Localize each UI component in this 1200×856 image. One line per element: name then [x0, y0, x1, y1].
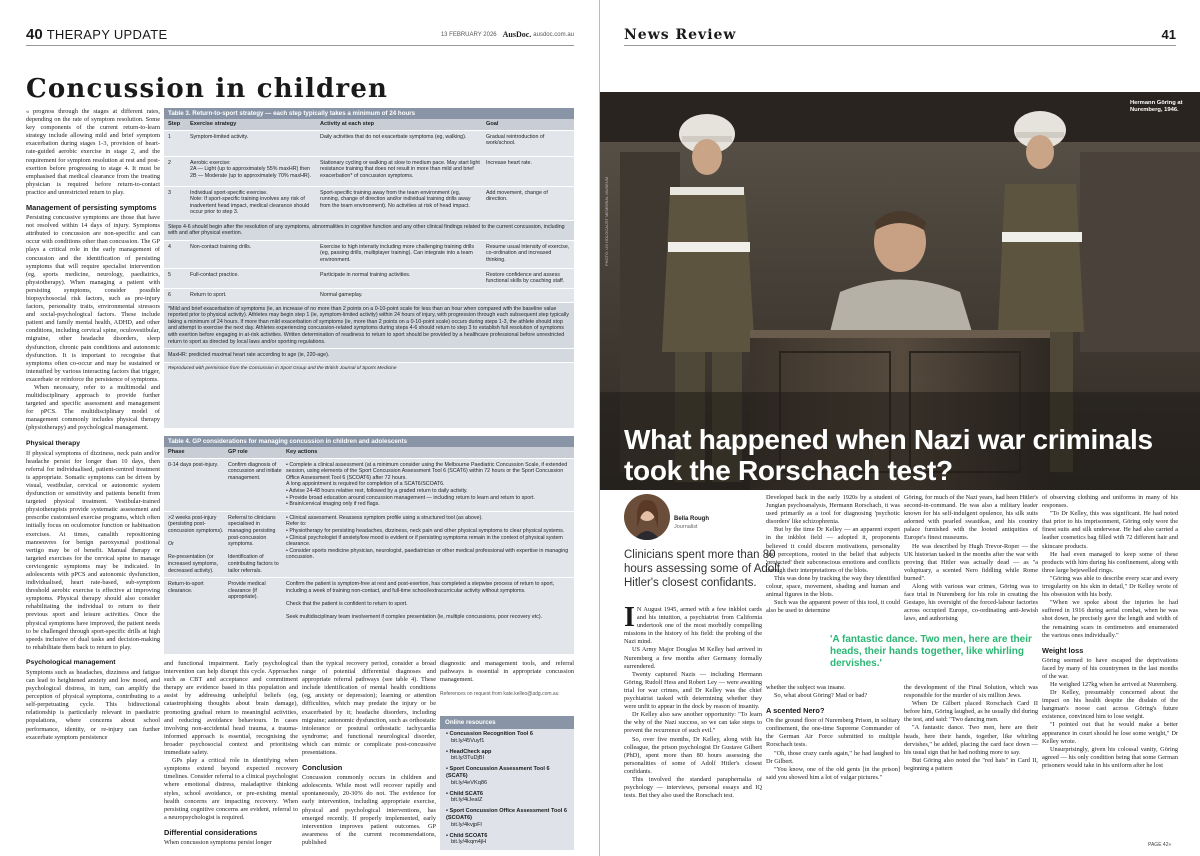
body-paragraph: Such was the apparent power of this tool, it could also be used to determine [766, 599, 900, 615]
table-header-cell: Phase [168, 449, 185, 455]
table-credit: Reproduced with permission from the Concussion in Sport Group and the British Journal of Sports Medicine [164, 362, 574, 376]
body-paragraph: He weighed 127kg when he arrived at Nuremberg. [1050, 680, 1178, 688]
body-paragraph: Göring, for much of the Nazi years, had been Hitler's second-in-command. He was also a military leader known for his self-indulgent opulence, his silk suits adorned with pearled swastikas, and his country palace furnished with the looted antiquities of Europe's finest museums. [904, 494, 1038, 542]
body-paragraph: But by the time Dr Kelley — an apparent expert in the inkblot field — adopted it, proponents believed it could discern motivations, personality and perceptions, rooted in the belief that subjects 'projected' their subconscious emotions and conflicts through their interpretations of the blots. [766, 526, 900, 574]
subheading: Management of persisting symptoms [26, 203, 157, 213]
body-paragraph: Dr Kelley also saw another opportunity: "To learn the why of the Nazi success, so we can take steps to prevent the recurrence of such evil." [624, 711, 762, 735]
left-column-3 [302, 660, 436, 850]
article-column-1 [624, 606, 762, 850]
resource-link[interactable]: bit.ly/45Vuyf1 [451, 737, 485, 744]
hero-photo [600, 92, 1200, 490]
table-row [164, 240, 574, 268]
resource-item[interactable] [440, 831, 574, 849]
right-section-label: News Review [624, 26, 737, 43]
body-paragraph: He had even managed to keep some of these products with him during his confinement, along with three large bejewelled rings. [1042, 550, 1178, 574]
page-turn-link[interactable]: PAGE 42» [1148, 842, 1172, 848]
resource-name: • Sport Concussion Assessment Tool 6 (SCAT6) [446, 766, 550, 779]
body-paragraph: When Dr Gilbert placed Rorschach Card II before him, Göring laughed, as he usually did during the test, and said: "Two dancing men. [904, 700, 1038, 724]
subheading: A scented Nero? [766, 706, 825, 716]
left-date: 13 FEBRUARY 2026 [440, 31, 497, 38]
table-cell: 1 [168, 133, 171, 140]
body-paragraph: Symptoms such as headaches, dizziness and fatigue can lead to heightened anxiety and low mood, and psychological distress, in turn, can amplify the perception of physical symptoms, contributing to a self-perpetuating cycle. This bidirectional relationship is particularly relevant in paediatric populations, where concerns about school performance, identity, or re-injury can further exacerbate symptom persistence [26, 668, 160, 741]
resources-title: Online resources [440, 716, 574, 729]
body-paragraph: Persisting concussive symptoms are those that have not resolved within 14 days of injury. Symptoms attributed to concussion are non-specific and can occur with conditions other than concussion. The GP plays a critical role in the early management of concussion and the identification of persisting symptoms that will require specialist intervention (eg, sports medicine, neurology, paediatrics, physiotherapy). When managing a patient with persisting symptoms, consider possible biopsychosocial risk factors, such as pre-injury factors, personality traits, environmental stressors and social-psychological factors. These include patient and family mental health, ADHD, and other conditions, including cervical spine, oculovestibular, migraine, other headache disorders, sleep dysfunction, chronic pain conditions and autonomic dysfunction. It is important to recognise that symptoms often co-occur and may be sustained or intensified by various interacting factors that trigger, exacerbate or reinforce the persistence of symptoms. [26, 214, 160, 383]
body-paragraph: Concussion commonly occurs in children and adolescents. While most will recover rapidly and spontaneously, 20-30% do not. The evidence for early intervention, including appropriate exercise, physical and psychological interventions, has emerged recently. If properly implemented, early intervention improves patient outcomes. GP awareness of the current recommendations, published [302, 774, 436, 846]
table-row [164, 288, 574, 302]
body-paragraph: This was done by tracking the way they identified colour, space, movement, shading and human and animal figures in the blots. [766, 574, 900, 599]
body-paragraph: "Göring was able to describe every scar and every irregularity on his skin in detail," Dr Kelley wrote of his obsession with his body. [1042, 574, 1178, 599]
table-row [164, 130, 574, 156]
table-header-cell: Goal [486, 121, 499, 127]
references-note: References on request from kate.kelleo@adg.com.au [440, 691, 559, 698]
table-header-cell: Exercise strategy [190, 121, 237, 127]
table-cell: Sport-specific training away from the team environment (eg, running, change of direction and/or individual training drills away from the team environment). No activities at risk of head impact. [320, 189, 471, 209]
resource-name: • Child SCAT6 [446, 790, 483, 797]
table-cell: Gradual reintroduction of work/school. [486, 133, 545, 147]
table-cell: Provide medical clearance (if appropriate). [228, 581, 266, 601]
resource-name: • HeadCheck app [446, 748, 492, 755]
left-running-header [26, 24, 574, 46]
article-column-4 [1042, 494, 1178, 850]
table-cell: Full-contact practice. [190, 271, 239, 278]
table-cell: Aerobic exercise: 2A — Light (up to approximately 55% maxHR) then 2B — Moderate (up to approximately 70% maxHR). [190, 159, 311, 179]
article-title: Concussion in children [26, 74, 389, 104]
body-paragraph: Twenty captured Nazis — including Hermann Göring, Rudolf Hess and Robert Ley — were awaiting trial for war crimes, and Dr Kelley was the chief psychiatrist tasked with determining whether they were unfit to appear in the dock by reason of insanity. [624, 670, 762, 711]
body-paragraph: "You know, one of the old gents [in the prison] said you showed him a lot of vulgar pictures." [766, 765, 900, 781]
resource-link[interactable]: bit.ly/4kvjpFl [451, 821, 482, 828]
right-page-number: 41 [1161, 27, 1176, 42]
table-abbreviation: MaxHR: predicted maximal heart rate according to age (ie, 220-age). [164, 348, 574, 362]
table-cell: Restore confidence and assess functional skills by coaching staff. [486, 271, 565, 285]
body-paragraph [624, 606, 762, 646]
body-paragraph: GPs play a critical role in identifying when symptoms extend beyond expected recovery timelines. Consider referral to a clinical psychologist where emotional distress, maladaptive thinking styles, school avoidance, or pre-existing mental health concerns are impacting recovery. When persisting cognitive concerns are evident, referral to a neuropsychologist is required. [164, 757, 298, 821]
body-paragraph: of observing clothing and uniforms in many of his responses. [1042, 494, 1178, 510]
body-paragraph: the development of the Final Solution, which was responsible for the murder of six million Jews. [904, 684, 1038, 700]
body-paragraph: "To Dr Kelley, this was significant. He had noted that prior to his imprisonment, Göring only wore the finest suits and silk underwear. He had also carried a leather cosmetics bag filled with 72 different hair and skincare products. [1042, 510, 1178, 550]
table-header-cell: Activity at each step [320, 121, 375, 127]
table-row [164, 268, 574, 288]
body-paragraph: So, over five months, Dr Kelley, along with his colleague, the prison psychologist Dr Gustave Gilbert (PhD), spent more than 80 hours assessing the personalities of some of Adolf Hitler's closest confidants. [624, 735, 762, 775]
table-cell: 0-14 days post-injury. [168, 461, 219, 468]
drop-cap: I [624, 606, 635, 633]
author-avatar [624, 494, 670, 540]
lead-text: N August 1945, armed with a few inkblot cards and his intuition, a psychiatrist from California undertook one of the most morbidly compelling missions in the history of his field: the probing of the Nazi mind. [624, 606, 762, 646]
subheading: Psychological management [26, 658, 116, 666]
left-section-label: THERAPY UPDATE [46, 27, 168, 42]
table-cell: Resume usual intensity of exercise, co-ordination and increased thinking. [486, 243, 570, 263]
table-cell: Daily activities that do not exacerbate symptoms (eg, walking). [320, 133, 467, 140]
table-row [164, 156, 574, 186]
table-cell: Participate in normal training activities. [320, 271, 411, 278]
body-paragraph: When concussion symptoms persist longer [164, 838, 272, 846]
body-paragraph: "Oh, those crazy cards again," he had laughed to Dr Gilbert. [766, 749, 900, 765]
body-paragraph: « progress through the stages at different rates, depending on the rate of symptom resolution. Some key components of the current return-to-learn strategy include allowing mild and brief symptom exacerbation during stages 1-3, provision of heart-rate-guided aerobic exercise in stage 2, and the requirement for symptom resolution at rest and post-exertion before progressing to stage 4. It must be emphasised that medical clearance from the treating physician is required before return-to-contact practice and unrestricted return to play. [26, 108, 160, 196]
body-paragraph: "I pointed out that he would make a better appearance in court should he lose some weight," Dr Kelley wrote. [1042, 721, 1178, 745]
article-column-2-bottom [766, 684, 900, 850]
table-note-row: Steps 4-6 should begin after the resolution of any symptoms, abnormalities in cognitive function and any other clinical findings related to the current concussion, including with and after physical exertion. [164, 220, 574, 240]
body-paragraph: But Göring also noted the "red hats" in Card II, beginning a pattern [904, 756, 1038, 772]
left-column-1 [26, 108, 160, 848]
standfirst: Clinicians spent more than 80 hours assessing some of Adolf Hitler's closest confidants. [624, 549, 780, 589]
table-cell: Individual sport-specific exercise. Note: If sport-specific training involves any risk of inadvertent head impact, medical clearance should occur prior to step 3. [190, 189, 310, 216]
resource-link[interactable]: bit.ly/4kqm4jH [451, 839, 487, 846]
table-row [164, 511, 574, 577]
brand-logo: AusDoc. [502, 30, 532, 39]
body-paragraph: When necessary, refer to a multimodal and multidisciplinary approach to provide further targeted and specific assessment and management for pPCS. The multidisciplinary model of management commonly includes physical therapy (physiotherapy) and psychological management. [26, 384, 160, 432]
body-paragraph: "When we spoke about the injuries he had suffered in 1916 during aerial combat, when he was shot down, he precisely gave the length and width of the remaining scars in centimetres and enumerated the various ones individually." [1042, 599, 1178, 639]
table-cell: Confirm the patient is symptom-free at rest and post-exertion, has completed a stepwise process of return to sport, including a week of training non-contact, and full-time school/extracurricular activity without symptoms. Check that the patient is confident to return to sport. Seek multidisciplinary team involvement if complex presentation (ie, multiple concussions, poor recovery etc). [286, 581, 555, 621]
resource-name: • Child SCOAT6 [446, 832, 488, 839]
table-cell: 5 [168, 271, 171, 278]
table-cell: Non-contact training drills. [190, 243, 252, 250]
headline: What happened when Nazi war criminals took the Rorschach test? [624, 424, 1153, 486]
body-paragraph: Developed back in the early 1920s by a student of Jungian psychoanalysis, Hermann Rorschach, it was used primarily as a tool for diagnosing 'psychotic disorders' like schizophrenia. [766, 494, 900, 526]
body-paragraph: "A fantastic dance. Two men, here are their heads, here their hands, together, like whirling dervishes," he added, placing the card face down — his usual sign that he had nothing more to say. [904, 724, 1038, 756]
resource-link[interactable]: bit.ly/4eVKq86 [451, 779, 488, 786]
body-paragraph: and functional impairment. Early psychological intervention can help disrupt this cycle. Approaches such as CBT and acceptance and commitment therapy are evidence based in this population and assist by addressing unhelpful beliefs (eg, catastrophising thoughts about brain damage), promoting gradual return to meaningful activities, and reducing avoidance behaviours. In cases involving non-accidental head trauma, a trauma-informed approach is essential, recognising the broader psychosocial context and prioritising immediate safety. [164, 660, 298, 757]
body-paragraph: So, what about Göring? Mad or bad? [774, 692, 868, 700]
table-header-cell: Key actions [286, 449, 318, 455]
left-column-4 [440, 660, 574, 720]
photo-credit: PHOTO: US HOLOCAUST MEMORIAL MUSEUM [604, 176, 609, 266]
author-name: Bella Rough [674, 516, 710, 522]
table-row [164, 577, 574, 624]
body-paragraph: US Army Major Douglas M Kelley had arrived in Nuremberg a few months after Germany formally surrendered. [624, 646, 762, 670]
photo-caption: Hermann Göring at Nuremberg, 1946. [1130, 100, 1183, 113]
right-page [600, 0, 1200, 856]
subheading: Conclusion [302, 763, 343, 773]
table-header-row [164, 119, 574, 130]
table-cell: Referral to clinicians specialised in managing persisting post-concussion symptoms. Identification of contributing factors to tailor referrals. [228, 514, 279, 574]
body-paragraph: On the ground floor of Nuremberg Prison, in solitary confinement, the one-time Supreme Commander of the German Air Force submitted to multiple Rorschach tests. [766, 717, 900, 749]
body-paragraph: whether the subject was insane. [766, 684, 846, 691]
left-page-number: 40 [26, 26, 43, 43]
resource-item[interactable] [440, 764, 574, 788]
table-cell: 2 [168, 159, 171, 166]
table-caption: Table 4. GP considerations for managing concussion in children and adolescents [164, 436, 574, 447]
table-cell: • Complete a clinical assessment (at a minimum consider using the Melbourne Paediatric Concussion Scale, if extended session, using elements of the Sport Concussion Assessment Tool 6 (SCAT6) within 72 hours or the Sport Concussion Office Assessment Tool 6 (SCOAT6) after 72 hours. A long appointment is required for completion of a SCAT6/SCOAT6. • Advise 24-48 hours relative rest, followed by a graded return to daily activity. • Provide broad education around concussion management — including return to learn and return to sport. • Brain/cervical imaging only if red flags. [286, 461, 568, 508]
table-header-cell: Step [168, 121, 181, 127]
body-paragraph: Along with various war crimes, Göring was to face trial in Nuremberg for his role in creating the Gestapo, his oversight of the forced-labour factories across occupied Europe, co-ordinating anti-Jewish laws, and authorising [904, 583, 1038, 623]
table-cell: Return to sport. [190, 291, 227, 298]
subheading: Physical therapy [26, 439, 81, 447]
table-cell: Normal gameplay. [320, 291, 363, 298]
table-3 [164, 108, 574, 428]
body-paragraph: Unsurprisingly, given his colossal vanity, Göring agreed — his only condition being that some German prisoners would take in his uniform after he lost [1042, 745, 1178, 769]
resource-item[interactable] [440, 747, 574, 765]
body-paragraph: than the typical recovery period, consider a broad range of potential differential diagnoses and appropriate referral pathways (see table 4). These include identification of mental health conditions (eg, anxiety or depression); learning or attention difficulties, which may predate the injury or be exacerbated by it; headache disorders, including migraine; autonomic dysfunction, such as orthostatic intolerance or postural orthostatic tachycardia syndrome; and functional neurological disorder, which can mimic or complicate post-concussive presentations. [302, 660, 436, 757]
table-cell: 6 [168, 291, 171, 298]
subheading: Weight loss [1042, 645, 1084, 655]
table-cell: Confirm diagnosis of concussion and initiate management. [228, 461, 282, 481]
table-row [164, 186, 574, 220]
table-cell: 4 [168, 243, 171, 250]
resource-item[interactable] [440, 789, 574, 807]
body-paragraph: This involved the standard paraphernalia of psychology — interviews, personal essays and IQ tests. But they also used the Rorschach test. [624, 775, 762, 800]
article-column-3-top [904, 494, 1038, 630]
table-caption: Table 3. Return-to-sport strategy — each step typically takes a minimum of 24 hours [164, 108, 574, 119]
table-cell: • Clinical assessment. Reassess symptom profile using a structured tool (as above). Refer to: • Physiotherapy for persisting headaches, dizziness, neck pain and other physical symptoms to clear physical systems. • Clinical psychologist if anxiety/low mood is evident or if persisting symptoms remain in the context of physical system clearance. • Consider sports medicine physician, neurologist, paediatrician or other medical professional with expertise in managing concussion. [286, 514, 569, 561]
resource-name: • Concussion Recognition Tool 6 [446, 731, 534, 737]
body-paragraph: Dr Kelley, presumably concerned about the impact on his health despite the disdain of the hangman's noose cast across Göring's future existence, convinced him to lose weight. [1042, 689, 1178, 721]
resource-name: • Sport Concussion Office Assessment Tool 6 (SCOAT6) [446, 808, 568, 821]
table-4 [164, 436, 574, 654]
resource-item[interactable] [440, 729, 574, 747]
body-paragraph: He was described by Hugh Trevor-Roper — the UK historian tasked in the months after the war with proving that Hitler was actually dead — as "a voluptuary, a scented Nero fiddling while Rome burned". [904, 542, 1038, 582]
site-url: ausdoc.com.au [533, 31, 574, 38]
table-cell [486, 292, 570, 299]
pull-quote: 'A fantastic dance. Two men, here are their heads, their hands together, like whirling dervishes.' [830, 634, 1032, 669]
online-resources-box [440, 716, 574, 850]
body-paragraph: Göring seemed to have escaped the deprivations faced by many of his countrymen in the last months of the war. [1042, 656, 1178, 680]
table-cell: Exercise to high intensity including more challenging training drills (eg, passing drills, multiplayer training). Can integrate into a team environment. [320, 243, 474, 263]
table-cell: Add movement, change of direction. [486, 189, 548, 203]
table-row [164, 458, 574, 511]
left-column-2 [164, 660, 298, 850]
table-header-row [164, 447, 574, 458]
table-footnote: *Mild and brief exacerbation of symptoms (ie, an increase of no more than 2 points on a 0-10-point scale for less than an hour when compared with the baseline value reported prior to physical activity). Athletes may begin step 1 (ie, symptom-limited activity) within 24 hours of injury, with progression through each subsequent step typically taking a minimum of 24 hours. If more than mild exacerbation of symptoms (ie, more than 2 points on a 0-10-point scale) occurs during steps 1-3, the athlete should stop and attempt to exercise the next day. Athletes experiencing concussion-related symptoms during steps 4-6 should return to step 3 to establish full resolution of symptoms with exertion before engaging in at-risk activities. Written determination of readiness to return to sport should be provided by a healthcare professional before unrestricted return to sport as directed by local laws and/or sporting regulations. [164, 302, 574, 349]
subheading: Differential considerations [164, 827, 258, 837]
table-cell: >2 weeks post-injury (persisting post-concussion symptoms). Or Re-presentation (or increased symptoms, decreased activity). [168, 514, 224, 574]
author-role: Journalist [674, 524, 698, 530]
table-cell: Symptom-limited activity. [190, 133, 249, 140]
right-running-header [624, 24, 1176, 46]
body-paragraph: diagnostic and management tools, and referral pathways is essential in appropriate concussion management. [440, 660, 574, 684]
resource-link[interactable]: bit.ly/3TuDjBI [451, 755, 485, 762]
table-cell: Increase heart rate. [486, 159, 532, 166]
table-cell: Return-to-sport clearance. [168, 581, 204, 594]
table-cell: 3 [168, 189, 171, 196]
resources-list [440, 729, 574, 848]
article-column-3-bottom [904, 684, 1038, 850]
table-header-cell: GP role [228, 449, 248, 455]
resource-item[interactable] [440, 806, 574, 830]
table-cell: Stationary cycling or walking at slow to medium pace. May start light resistance training that does not result in more than mild and brief exacerbation* of concussion symptoms. [320, 159, 480, 179]
body-paragraph: If physical symptoms of dizziness, neck pain and/or headache persist for longer than 10 days, then referral for individualised, patient-centred treatment is appropriate. Somatic symptoms can be driven by visual, vestibular, cervical or autonomic system dysfunction or sensitivity and patients benefit from targeted physical treatment. Vestibular-trained physiotherapists provide systematic assessment and prescribe customised exercise programs, which often initially focus on oculomotor function or habituation exercises. At times, canalith repositioning manoeuvres for benign paroxysmal positional vertigo may be of benefit. Manual therapy or targeted exercises for the cervical spine to manage cervicogenic symptoms may be indicated. In adolescents with pPCS and autonomic dysfunction, individualised, heart rate-based, sub-symptom threshold aerobic exercise is effective at improving symptoms. Physical therapy should also consider rehabilitating the individual to return to their previous sport and leisure activities. Once the physical symptoms have improved, the patient needs to be challenged through sport-specific drills at high speeds inclusive of dual tasks and decision-making to rehabilitate them back to return to play. [26, 449, 160, 651]
resource-link[interactable]: bit.ly/4iJeaIZ [451, 797, 483, 804]
article-column-2-top [766, 494, 900, 630]
